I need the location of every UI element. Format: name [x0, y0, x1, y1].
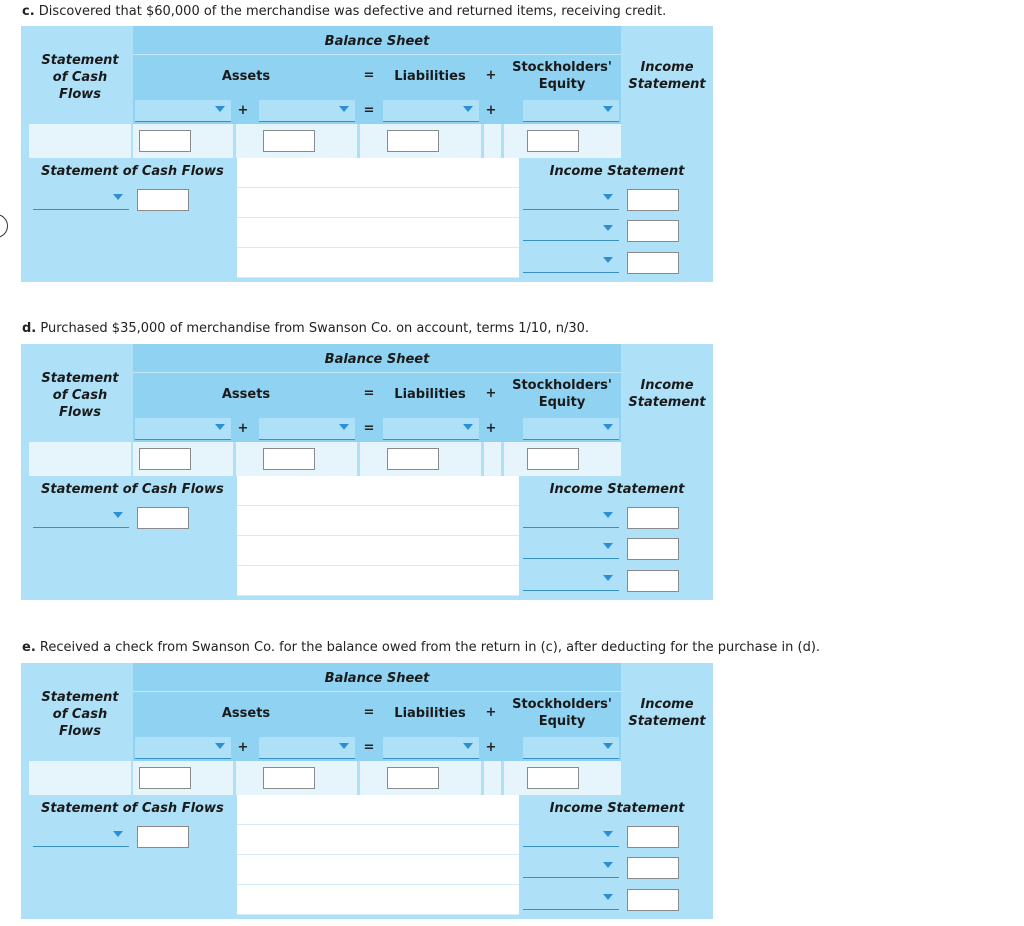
divider: [133, 372, 621, 373]
question-d: [22, 321, 589, 336]
divider: [501, 761, 504, 795]
scf-activity-dropdown[interactable]: [33, 506, 129, 528]
question-letter: e.: [22, 640, 36, 655]
liabilities-amount-input[interactable]: [387, 767, 439, 789]
worksheet-row: [237, 158, 519, 188]
caret-down-icon: [603, 512, 613, 518]
divider: [133, 54, 621, 55]
worksheet-row: [237, 795, 519, 825]
equity-amount-input[interactable]: [527, 130, 579, 152]
liabilities-header: Liabilities: [394, 387, 466, 402]
caret-down-icon: [603, 743, 613, 749]
transaction-table-d: [21, 344, 713, 600]
plus-sign: +: [237, 421, 249, 436]
worksheet-row: [237, 536, 519, 566]
caret-down-icon: [603, 194, 613, 200]
divider: [501, 124, 504, 158]
worksheet-row: [237, 566, 519, 596]
question-text: Received a check from Swanson Co. for the balance owed from the return in (c), after deducting for the purchase in (d).: [39, 640, 821, 655]
caret-down-icon: [603, 831, 613, 837]
assets-header: Assets: [221, 387, 271, 402]
scf-column-header: Statement of Cash Flows: [41, 690, 119, 739]
question-text: Purchased $35,000 of merchandise from Swanson Co. on account, terms 1/10, n/30.: [40, 321, 589, 336]
stockholders-equity-header: Stockholders' Equity: [512, 60, 612, 92]
divider: [481, 761, 484, 795]
transaction-table-e: [21, 663, 713, 919]
equity-account-dropdown[interactable]: [523, 418, 619, 440]
plus-sign: +: [485, 103, 497, 118]
liabilities-header: Liabilities: [394, 706, 466, 721]
worksheet-row: [237, 188, 519, 218]
caret-down-icon: [603, 106, 613, 112]
worksheet-row: [237, 218, 519, 248]
is-amount-input-3[interactable]: [627, 570, 679, 592]
radio-circle-icon[interactable]: [0, 214, 8, 238]
caret-down-icon: [603, 225, 613, 231]
worksheet-row: [237, 825, 519, 855]
is-account-dropdown-3[interactable]: [523, 888, 619, 910]
liabilities-account-dropdown[interactable]: [383, 418, 479, 440]
caret-down-icon: [463, 424, 473, 430]
question-e: [22, 640, 820, 655]
is-account-dropdown-1[interactable]: [523, 188, 619, 210]
question-letter: d.: [22, 321, 37, 336]
assets-account-dropdown-1[interactable]: [135, 100, 231, 122]
divider: [131, 761, 133, 795]
plus-sign: +: [237, 103, 249, 118]
plus-sign: +: [485, 386, 497, 401]
worksheet-row: [237, 506, 519, 536]
assets-amount-input-2[interactable]: [263, 130, 315, 152]
caret-down-icon: [603, 543, 613, 549]
plus-sign: +: [485, 740, 497, 755]
worksheet-row: [237, 476, 519, 506]
plus-sign: +: [485, 421, 497, 436]
divider: [233, 124, 236, 158]
caret-down-icon: [339, 424, 349, 430]
plus-sign: +: [237, 740, 249, 755]
is-section-title: Income Statement: [549, 482, 685, 497]
divider: [357, 124, 360, 158]
divider: [233, 761, 236, 795]
is-account-dropdown-2[interactable]: [523, 537, 619, 559]
scf-amount-input[interactable]: [137, 189, 189, 211]
balance-sheet-title: Balance Sheet: [324, 34, 430, 49]
equals-sign: =: [363, 386, 375, 401]
assets-account-dropdown-1[interactable]: [135, 737, 231, 759]
divider: [357, 442, 360, 476]
assets-header: Assets: [221, 706, 271, 721]
caret-down-icon: [339, 743, 349, 749]
caret-down-icon: [113, 831, 123, 837]
caret-down-icon: [339, 106, 349, 112]
assets-amount-input-1[interactable]: [139, 767, 191, 789]
worksheet-row: [237, 855, 519, 885]
scf-section-title: Statement of Cash Flows: [41, 482, 224, 497]
caret-down-icon: [603, 894, 613, 900]
divider: [501, 442, 504, 476]
assets-amount-input-1[interactable]: [139, 130, 191, 152]
caret-down-icon: [463, 743, 473, 749]
balance-sheet-title: Balance Sheet: [324, 671, 430, 686]
caret-down-icon: [463, 106, 473, 112]
plus-sign: +: [485, 68, 497, 83]
assets-header: Assets: [221, 69, 271, 84]
plus-sign: +: [485, 705, 497, 720]
income-statement-header: Income Statement: [628, 378, 706, 410]
scf-section-title: Statement of Cash Flows: [41, 801, 224, 816]
divider: [481, 124, 484, 158]
scf-section-title: Statement of Cash Flows: [41, 164, 224, 179]
income-statement-header: Income Statement: [628, 60, 706, 92]
scf-activity-dropdown[interactable]: [33, 825, 129, 847]
equity-account-dropdown[interactable]: [523, 737, 619, 759]
is-account-dropdown-3[interactable]: [523, 569, 619, 591]
worksheet-row: [237, 885, 519, 915]
scf-amount-input[interactable]: [137, 507, 189, 529]
equals-sign: =: [363, 421, 375, 436]
caret-down-icon: [215, 106, 225, 112]
liabilities-amount-input[interactable]: [387, 448, 439, 470]
caret-down-icon: [113, 194, 123, 200]
is-section-title: Income Statement: [549, 801, 685, 816]
is-amount-input-3[interactable]: [627, 889, 679, 911]
is-amount-input-2[interactable]: [627, 857, 679, 879]
is-amount-input-1[interactable]: [627, 826, 679, 848]
caret-down-icon: [603, 257, 613, 263]
caret-down-icon: [603, 862, 613, 868]
liabilities-amount-input[interactable]: [387, 130, 439, 152]
assets-account-dropdown-2[interactable]: [259, 100, 355, 122]
divider: [233, 442, 236, 476]
caret-down-icon: [603, 575, 613, 581]
is-amount-input-2[interactable]: [627, 220, 679, 242]
divider: [133, 691, 621, 692]
equals-sign: =: [363, 740, 375, 755]
is-account-dropdown-3[interactable]: [523, 251, 619, 273]
is-account-dropdown-1[interactable]: [523, 506, 619, 528]
is-account-dropdown-1[interactable]: [523, 825, 619, 847]
liabilities-header: Liabilities: [394, 69, 466, 84]
scf-column-header: Statement of Cash Flows: [41, 371, 119, 420]
transaction-table-c: [21, 26, 713, 282]
balance-sheet-title: Balance Sheet: [324, 352, 430, 367]
income-statement-header: Income Statement: [628, 697, 706, 729]
caret-down-icon: [113, 512, 123, 518]
divider: [481, 442, 484, 476]
caret-down-icon: [603, 424, 613, 430]
scf-column-header: Statement of Cash Flows: [41, 53, 119, 102]
equals-sign: =: [363, 68, 375, 83]
equity-amount-input[interactable]: [527, 448, 579, 470]
question-c: [22, 4, 666, 19]
equals-sign: =: [363, 103, 375, 118]
is-amount-input-1[interactable]: [627, 507, 679, 529]
liabilities-account-dropdown[interactable]: [383, 737, 479, 759]
divider: [131, 124, 133, 158]
is-amount-input-2[interactable]: [627, 538, 679, 560]
question-letter: c.: [22, 4, 35, 19]
equity-amount-input[interactable]: [527, 767, 579, 789]
assets-account-dropdown-2[interactable]: [259, 737, 355, 759]
worksheet-row: [237, 248, 519, 278]
is-account-dropdown-2[interactable]: [523, 219, 619, 241]
liabilities-account-dropdown[interactable]: [383, 100, 479, 122]
question-text: Discovered that $60,000 of the merchandise was defective and returned items, receiving credit.: [38, 4, 667, 19]
is-account-dropdown-2[interactable]: [523, 856, 619, 878]
equals-sign: =: [363, 705, 375, 720]
equity-account-dropdown[interactable]: [523, 100, 619, 122]
caret-down-icon: [215, 743, 225, 749]
assets-amount-input-1[interactable]: [139, 448, 191, 470]
is-amount-input-3[interactable]: [627, 252, 679, 274]
assets-amount-input-2[interactable]: [263, 448, 315, 470]
assets-account-dropdown-2[interactable]: [259, 418, 355, 440]
assets-account-dropdown-1[interactable]: [135, 418, 231, 440]
scf-amount-input[interactable]: [137, 826, 189, 848]
divider: [131, 442, 133, 476]
stockholders-equity-header: Stockholders' Equity: [512, 378, 612, 410]
scf-activity-dropdown[interactable]: [33, 188, 129, 210]
is-section-title: Income Statement: [549, 164, 685, 179]
is-amount-input-1[interactable]: [627, 189, 679, 211]
caret-down-icon: [215, 424, 225, 430]
assets-amount-input-2[interactable]: [263, 767, 315, 789]
stockholders-equity-header: Stockholders' Equity: [512, 697, 612, 729]
divider: [357, 761, 360, 795]
